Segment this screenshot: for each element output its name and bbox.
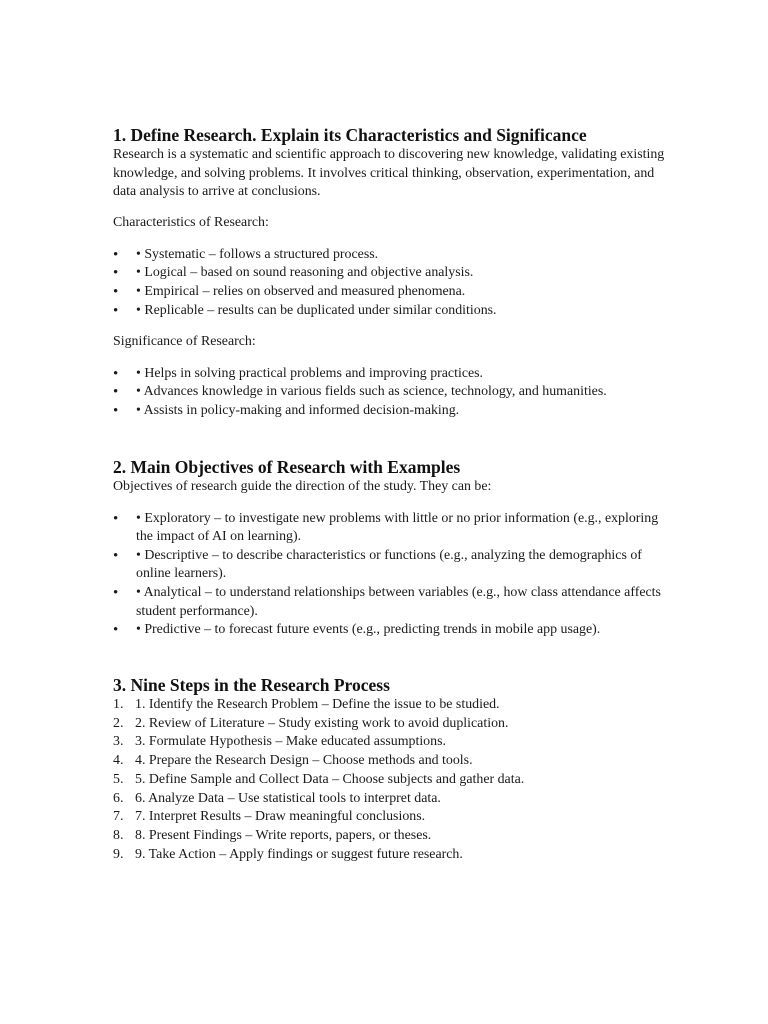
bullet-icon: • <box>113 547 119 564</box>
section-define-research <box>113 124 673 421</box>
section-3-heading: 3. Nine Steps in the Research Process <box>113 675 390 695</box>
significance-list <box>113 365 673 421</box>
step-number: 4. <box>113 753 124 769</box>
list-item: • • Descriptive – to describe characteristics or functions (e.g., analyzing the demographics of online learners). <box>113 547 642 582</box>
section-1-heading: 1. Define Research. Explain its Characteristics and Significance <box>113 125 587 145</box>
list-item: 1. 1. Identify the Research Problem – Define the issue to be studied. <box>113 696 673 715</box>
list-item: 2. 2. Review of Literature – Study existing work to avoid duplication. <box>113 715 673 734</box>
step-number: 5. <box>113 771 124 787</box>
bullet-icon: • <box>113 622 119 639</box>
section-objectives <box>113 456 673 640</box>
step-number: 3. <box>113 734 124 750</box>
bullet-icon: • <box>113 302 119 319</box>
bullet-icon: • <box>113 365 119 382</box>
list-item: 8. 8. Present Findings – Write reports, papers, or theses. <box>113 827 673 846</box>
list-item: • • Analytical – to understand relationships between variables (e.g., how class attendance affects student performance). <box>113 585 661 619</box>
list-item: • • Logical – based on sound reasoning and objective analysis. <box>113 265 474 282</box>
bullet-icon: • <box>113 403 119 420</box>
list-item: • • Helps in solving practical problems and improving practices. <box>113 365 484 382</box>
step-number: 7. <box>113 809 124 825</box>
significance-label: Significance of Research: <box>113 334 256 350</box>
bullet-icon: • <box>113 284 119 300</box>
step-number: 2. <box>113 715 124 731</box>
step-number: 6. <box>113 790 124 806</box>
list-item: • • Exploratory – to investigate new problems with little or no prior information (e.g., exploring the impact of AI on learning). <box>113 510 659 545</box>
step-number: 1. <box>113 697 124 712</box>
bullet-icon: • <box>113 265 119 282</box>
list-item: 5. 5. Define Sample and Collect Data – Choose subjects and gather data. <box>113 771 673 790</box>
section-2-intro: Objectives of research guide the direction of the study. They can be: <box>113 479 492 494</box>
list-item: 7. 7. Interpret Results – Draw meaningful conclusions. <box>113 808 673 827</box>
section-1-intro: Research is a systematic and scientific approach to discovering new knowledge, validating existing knowledge, and solving problems. It involves critical thinking, observation, experimentation, and data analysis to arrive at conclusions. <box>113 147 665 200</box>
objectives-list <box>113 510 673 640</box>
section-research-steps <box>113 674 673 864</box>
list-item: 4. 4. Prepare the Research Design – Choose methods and tools. <box>113 752 673 771</box>
step-number: 9. <box>113 846 124 862</box>
list-item: • • Predictive – to forecast future events (e.g., predicting trends in mobile app usage). <box>113 622 601 639</box>
steps-list <box>113 696 673 864</box>
characteristics-list <box>113 246 673 320</box>
list-item: • • Replicable – results can be duplicated under similar conditions. <box>113 302 497 319</box>
list-item: 3. 3. Formulate Hypothesis – Make educated assumptions. <box>113 733 673 752</box>
list-item: • • Systematic – follows a structured process. <box>113 246 379 263</box>
bullet-icon: • <box>113 510 119 527</box>
characteristics-label: Characteristics of Research: <box>113 215 269 231</box>
list-item: • • Advances knowledge in various fields such as science, technology, and humanities. <box>113 384 607 401</box>
step-number: 8. <box>113 827 124 843</box>
list-item: 6. 6. Analyze Data – Use statistical tools to interpret data. <box>113 790 673 809</box>
list-item: 9. 9. Take Action – Apply findings or suggest future research. <box>113 846 673 865</box>
bullet-icon: • <box>113 585 119 602</box>
list-item: • • Empirical – relies on observed and measured phenomena. <box>113 284 466 300</box>
bullet-icon: • <box>113 384 119 401</box>
list-item: • • Assists in policy-making and informed decision-making. <box>113 403 460 420</box>
bullet-icon: • <box>113 246 119 263</box>
section-2-heading: 2. Main Objectives of Research with Examples <box>113 457 461 477</box>
